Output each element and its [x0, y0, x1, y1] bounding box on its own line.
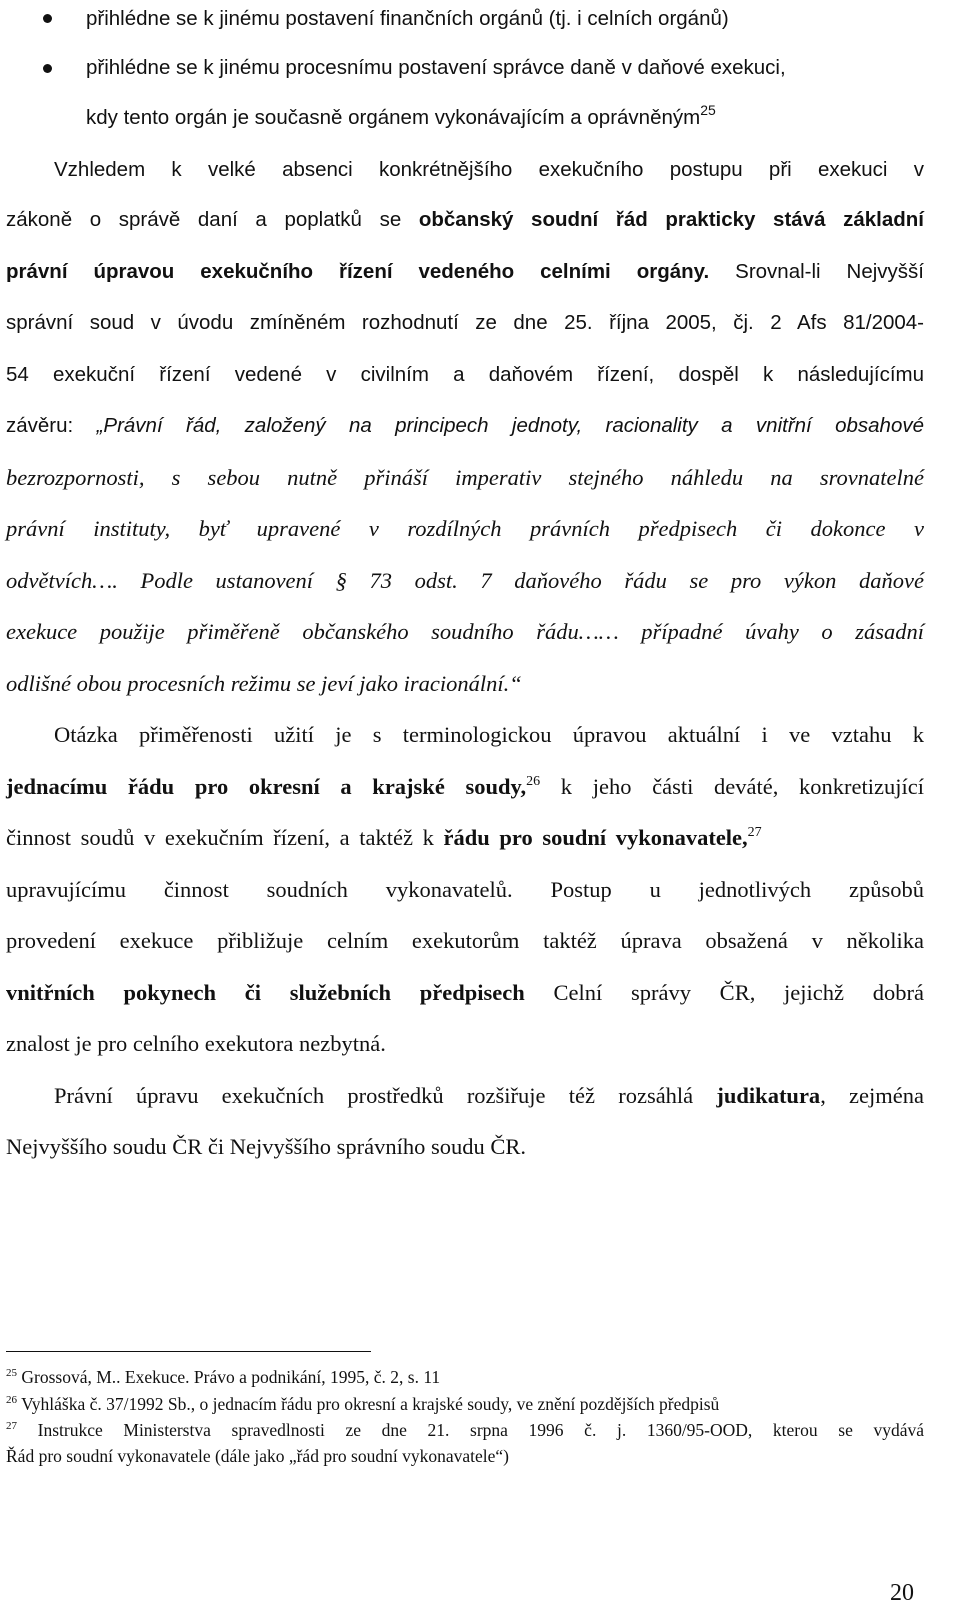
list-item-text: kdy tento orgán je současně orgánem vykonávajícím a oprávněným — [86, 106, 701, 129]
paragraph-line: správní soud v úvodu zmíněném rozhodnutí ze dne 25. října 2005, čj. 2 Afs 81/2004- — [6, 311, 924, 334]
footnote — [6, 1419, 924, 1441]
paragraph-line — [6, 978, 924, 1008]
quotation-line: bezrozpornosti, s sebou nutně přináší imperativ stejného náhledu na srovnatelné — [6, 465, 924, 490]
list-item: přihlédne se k jinému postavení finančních orgánů (tj. i celních orgánů) — [86, 7, 729, 30]
paragraph-line — [6, 411, 924, 441]
paragraph-line: Vzhledem k velké absenci konkrétnějšího exekučního postupu při exekuci v — [54, 158, 924, 181]
bold-emphasis: právní úpravou exekučního řízení vedeného celními orgány. — [6, 260, 710, 283]
quotation-line: odvětvích…. Podle ustanovení § 73 odst. 7 daňového řádu se pro výkon daňové — [6, 568, 924, 593]
paragraph-text: Celní správy ČR, jejichž dobrá — [524, 980, 924, 1005]
list-bullet — [43, 14, 52, 23]
footnote-continuation: Řád pro soudní vykonavatele (dále jako „řád pro soudní vykonavatele“) — [6, 1446, 509, 1466]
footnote — [6, 1393, 719, 1415]
paragraph-text: závěru: — [6, 414, 97, 437]
paragraph-text: Srovnal-li Nejvyšší — [709, 260, 924, 283]
bold-emphasis: vnitřních pokynech či služebních předpisech — [6, 980, 525, 1005]
footnote-number: 25 — [6, 1367, 17, 1379]
paragraph-line: upravujícímu činnost soudních vykonavatelů. Postup u jednotlivých způsobů — [6, 877, 924, 902]
quotation-line: exekuce použije přiměřeně občanského soudního řádu…… případné úvahy o zásadní — [6, 619, 924, 644]
paragraph-line — [6, 772, 924, 802]
quotation-line: odlišné obou procesních režimu se jeví jako iracionální.“ — [6, 671, 522, 696]
list-item-continuation — [86, 103, 716, 133]
paragraph-line: znalost je pro celního exekutora nezbytná. — [6, 1031, 386, 1056]
footnote-ref[interactable]: 26 — [526, 774, 541, 789]
quotation: „Právní řád, založený na principech jednoty, racionality a vnitřní obsahové — [96, 414, 924, 437]
paragraph-line — [54, 1081, 924, 1111]
bold-emphasis: občanský soudní řád prakticky stává základní — [418, 208, 924, 231]
paragraph-text: , zejména — [820, 1083, 924, 1108]
list-bullet — [43, 64, 52, 73]
list-item: přihlédne se k jinému procesnímu postavení správce daně v daňové exekuci, — [86, 56, 786, 79]
footnote-text: Vyhláška č. 37/1992 Sb., o jednacím řádu pro okresní a krajské soudy, ve znění pozdějších předpisů — [21, 1394, 720, 1414]
footnote-ref[interactable]: 27 — [747, 825, 762, 840]
paragraph-line: Nejvyššího soudu ČR či Nejvyššího správního soudu ČR. — [6, 1134, 527, 1159]
footnote-ref[interactable]: 25 — [700, 102, 716, 118]
footnote-text: Instrukce Ministerstva spravedlnosti ze dne 21. srpna 1996 č. j. 1360/95-OOD, kterou se vydává — [37, 1420, 925, 1440]
paragraph-line — [6, 823, 762, 853]
paragraph-text: činnost soudů v exekučním řízení, a taktéž k — [6, 825, 444, 850]
footnote-number: 26 — [6, 1394, 17, 1406]
paragraph-text: Právní úpravu exekučních prostředků rozšiřuje též rozsáhlá — [54, 1083, 717, 1108]
footnote-text: Grossová, M.. Exekuce. Právo a podnikání, 1995, č. 2, s. 11 — [21, 1367, 441, 1387]
footnote-number: 27 — [6, 1420, 17, 1432]
quotation-line: právní instituty, byť upravené v rozdílných právních předpisech či dokonce v — [6, 516, 924, 541]
footnote — [6, 1366, 440, 1388]
paragraph-line: 54 exekuční řízení vedené v civilním a daňovém řízení, dospěl k následujícímu — [6, 363, 924, 386]
paragraph-text: k jeho části deváté, konkretizující — [540, 774, 924, 799]
page-number: 20 — [890, 1580, 914, 1606]
paragraph-text: zákoně o správě daní a poplatků se — [6, 208, 419, 231]
paragraph-line — [6, 205, 924, 235]
bold-emphasis: jednacímu řádu pro okresní a krajské soudy, — [6, 774, 527, 799]
footnote-separator — [6, 1351, 371, 1352]
paragraph-line: provedení exekuce přibližuje celním exekutorům taktéž úprava obsažená v několika — [6, 928, 924, 953]
bold-emphasis: judikatura — [716, 1083, 821, 1108]
paragraph-line — [6, 257, 924, 287]
paragraph-line: Otázka přiměřenosti užití je s terminologickou úpravou aktuální i ve vztahu k — [54, 722, 924, 747]
bold-emphasis: řádu pro soudní vykonavatele, — [443, 825, 748, 850]
